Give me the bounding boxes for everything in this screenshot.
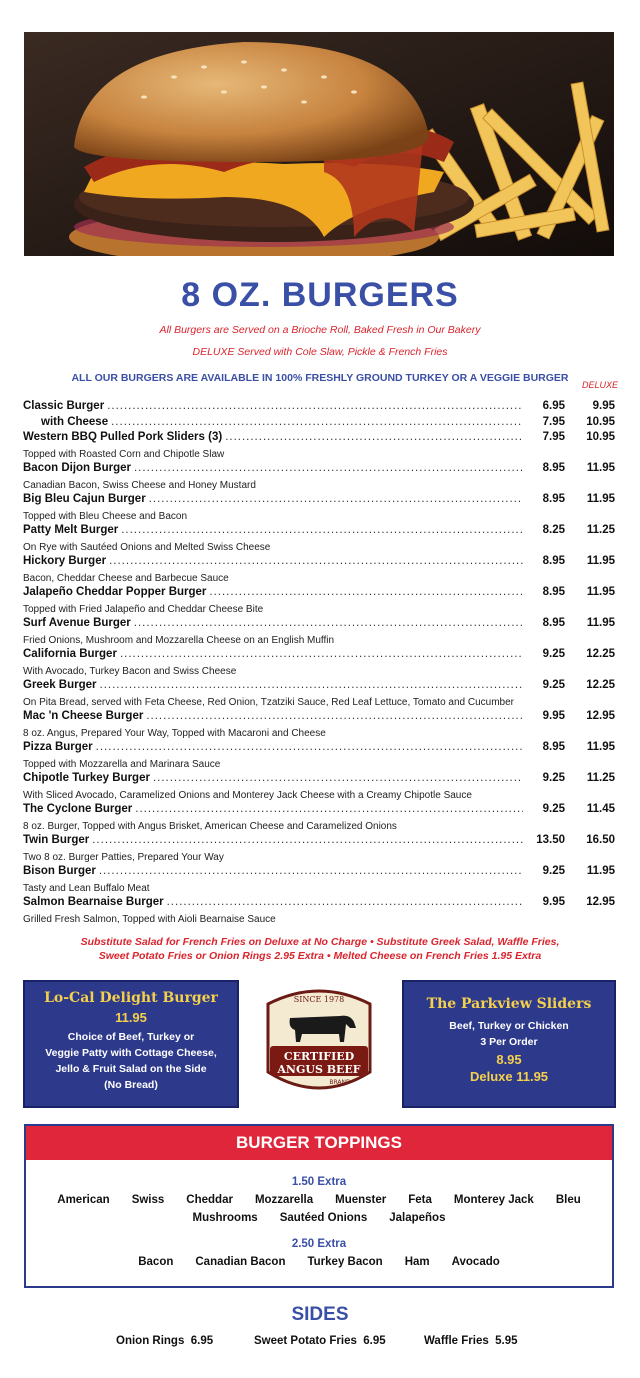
menu-item-deluxe-price: 11.25 — [586, 524, 615, 537]
lo-cal-price: 11.95 — [115, 1010, 147, 1025]
certified-angus-beef-logo — [262, 984, 376, 1100]
menu-item-description: Bacon, Cheddar Cheese and Barbecue Sauce — [23, 572, 229, 584]
burger-menu-list — [23, 400, 615, 927]
dot-leader — [120, 648, 523, 660]
topping-item: Mozzarella — [254, 1194, 314, 1206]
menu-item-row — [23, 617, 615, 633]
topping-item: American — [57, 1194, 110, 1206]
menu-item-name: Twin Burger — [23, 833, 90, 846]
menu-item-price: 8.95 — [542, 617, 565, 630]
menu-item-description: With Sliced Avocado, Caramelized Onions and Monterey Jack Cheese with a Creamy Chipotle Sauce — [23, 789, 472, 801]
menu-item-row — [23, 710, 615, 726]
dot-leader — [100, 679, 523, 691]
sliders-line: 3 Per Order — [480, 1036, 538, 1048]
menu-item-row — [23, 772, 615, 788]
menu-item-name: Western BBQ Pulled Pork Sliders (3) — [23, 431, 223, 444]
menu-item-row — [23, 679, 615, 695]
deluxe-column-header: DELUXE — [581, 380, 618, 390]
menu-item-description: Topped with Roasted Corn and Chipotle Slaw — [23, 448, 225, 460]
topping-item: Ham — [404, 1256, 430, 1268]
menu-item-row — [23, 834, 615, 850]
topping-item: Bacon — [138, 1256, 174, 1268]
menu-item-name: Jalapeño Cheddar Popper Burger — [23, 586, 207, 599]
menu-item-description: Fried Onions, Mushroom and Mozzarella Cheese on an English Muffin — [23, 634, 335, 646]
menu-item-name: California Burger — [23, 648, 117, 661]
menu-item-description: Topped with Fried Jalapeño and Cheddar Cheese Bite — [23, 603, 264, 615]
sides-title: SIDES — [291, 1304, 349, 1325]
logo-since: SINCE 1978 — [293, 995, 345, 1004]
menu-item-name: with Cheese — [41, 415, 109, 428]
menu-item-price: 7.95 — [542, 431, 565, 444]
menu-item-price: 7.95 — [542, 415, 565, 428]
menu-item-row — [23, 493, 615, 509]
logo-line1: CERTIFIED — [283, 1050, 355, 1063]
sliders-box — [402, 980, 616, 1108]
dot-leader — [107, 400, 523, 412]
menu-item-deluxe-price: 12.25 — [586, 648, 615, 661]
lo-cal-line: Veggie Patty with Cottage Cheese, — [45, 1047, 217, 1059]
burger-photo — [24, 32, 614, 256]
dot-leader — [153, 772, 523, 784]
sliders-title: The Parkview Sliders — [426, 996, 592, 1012]
menu-item-deluxe-price: 16.50 — [586, 833, 615, 846]
menu-item-deluxe-price: 11.95 — [586, 864, 615, 877]
menu-item-price: 8.95 — [542, 555, 565, 568]
side-item: Waffle Fries 5.95 — [424, 1335, 518, 1347]
sliders-line: Beef, Turkey or Chicken — [449, 1020, 569, 1032]
topping-item: Jalapeños — [389, 1212, 446, 1224]
menu-item-row — [23, 416, 615, 432]
sliders-price: 8.95 — [496, 1052, 522, 1067]
dot-leader — [167, 896, 523, 908]
menu-item-price: 9.25 — [542, 679, 565, 692]
menu-item-deluxe-price: 11.95 — [586, 555, 615, 568]
menu-item-row — [23, 400, 615, 416]
dot-leader — [134, 617, 523, 629]
dot-leader — [146, 710, 523, 722]
menu-item-row — [23, 462, 615, 478]
menu-item-price: 9.25 — [542, 648, 565, 661]
menu-item-deluxe-price: 10.95 — [586, 431, 615, 444]
toppings-row-3 — [26, 1256, 612, 1268]
menu-item-price: 9.95 — [542, 710, 565, 723]
brioche-note: All Burgers are Served on a Brioche Roll, Baked Fresh in Our Bakery — [159, 324, 481, 336]
menu-item-description: Tasty and Lean Buffalo Meat — [23, 882, 150, 894]
menu-item-deluxe-price: 11.25 — [586, 772, 615, 785]
menu-item-deluxe-price: 10.95 — [586, 415, 615, 428]
menu-item-description: On Rye with Sautéed Onions and Melted Swiss Cheese — [23, 541, 271, 553]
topping-item: Swiss — [131, 1194, 165, 1206]
substitution-note: Substitute Salad for French Fries on Deluxe at No Charge • Substitute Greek Salad, Waffle Fries, — [80, 936, 560, 948]
menu-item-price: 8.95 — [542, 462, 565, 475]
menu-item-deluxe-price: 11.95 — [586, 462, 615, 475]
menu-item-description: Canadian Bacon, Swiss Cheese and Honey Mustard — [23, 479, 256, 491]
side-item: Onion Rings 6.95 — [116, 1335, 214, 1347]
menu-item-row — [23, 896, 615, 912]
menu-item-name: Greek Burger — [23, 679, 97, 692]
dot-leader — [109, 555, 523, 567]
dot-leader — [149, 493, 523, 505]
menu-item-name: Bacon Dijon Burger — [23, 462, 131, 475]
page-title: 8 OZ. BURGERS — [181, 276, 459, 314]
menu-item-deluxe-price: 11.95 — [586, 493, 615, 506]
topping-item: Sautéed Onions — [279, 1212, 368, 1224]
menu-item-name: Classic Burger — [23, 400, 105, 412]
dot-leader — [209, 586, 523, 598]
menu-item-price: 8.95 — [542, 493, 565, 506]
dot-leader — [111, 416, 523, 428]
menu-item-deluxe-price: 11.45 — [586, 803, 615, 815]
menu-item-description: On Pita Bread, served with Feta Cheese, Red Onion, Tzatziki Sauce, Red Leaf Lettuce, Tomato and Cucumber — [23, 696, 515, 708]
dot-leader — [92, 834, 523, 846]
menu-item-price: 9.25 — [542, 772, 565, 785]
menu-item-name: Bison Burger — [23, 864, 96, 877]
menu-item-price: 9.95 — [542, 895, 565, 908]
menu-item-description: Two 8 oz. Burger Patties, Prepared Your Way — [23, 851, 224, 863]
menu-item-price: 9.25 — [542, 864, 565, 877]
menu-item-name: Salmon Bearnaise Burger — [23, 895, 164, 908]
topping-item: Mushrooms — [192, 1212, 258, 1224]
menu-item-row — [23, 555, 615, 571]
topping-item: Turkey Bacon — [307, 1256, 383, 1268]
menu-item-row — [23, 648, 615, 664]
menu-item-row — [23, 586, 615, 602]
lo-cal-line: Jello & Fruit Salad on the Side — [55, 1063, 207, 1075]
menu-item-name: Surf Avenue Burger — [23, 617, 131, 630]
lo-cal-title: Lo-Cal Delight Burger — [44, 990, 218, 1006]
menu-item-deluxe-price: 11.95 — [586, 586, 615, 599]
menu-item-description: Grilled Fresh Salmon, Topped with Aioli Bearnaise Sauce — [23, 913, 276, 925]
menu-item-deluxe-price: 11.95 — [586, 741, 615, 754]
menu-item-price: 9.25 — [542, 803, 565, 815]
turkey-veggie-note: ALL OUR BURGERS ARE AVAILABLE IN 100% FRESHLY GROUND TURKEY OR A VEGGIE BURGER — [71, 372, 569, 384]
menu-item-row — [23, 865, 615, 881]
menu-item-description: With Avocado, Turkey Bacon and Swiss Cheese — [23, 665, 237, 677]
menu-item-price: 8.25 — [542, 524, 565, 537]
substitution-note-2: Sweet Potato Fries or Onion Rings 2.95 Extra • Melted Cheese on French Fries 1.95 Extra — [98, 950, 542, 962]
topping-item: Avocado — [451, 1256, 500, 1268]
menu-item-name: Chipotle Turkey Burger — [23, 772, 150, 785]
dot-leader — [134, 462, 523, 474]
menu-item-description: 8 oz. Angus, Prepared Your Way, Topped with Macaroni and Cheese — [23, 727, 326, 739]
topping-item: Bleu — [555, 1194, 581, 1206]
topping-item: Muenster — [335, 1194, 387, 1206]
menu-item-deluxe-price: 12.95 — [586, 895, 615, 908]
menu-item-deluxe-price: 12.25 — [586, 679, 615, 692]
side-item: Sweet Potato Fries 6.95 — [254, 1335, 386, 1347]
menu-item-description: Topped with Bleu Cheese and Bacon — [23, 510, 188, 522]
logo-line2: ANGUS BEEF — [277, 1063, 361, 1076]
burger-toppings-panel — [24, 1124, 614, 1288]
topping-item: Monterey Jack — [453, 1194, 534, 1206]
menu-item-row — [23, 741, 615, 757]
menu-item-name: The Cyclone Burger — [23, 803, 133, 815]
sliders-deluxe-price: Deluxe 11.95 — [469, 1069, 549, 1084]
topping-item: Canadian Bacon — [195, 1256, 286, 1268]
extra-250-label: 2.50 Extra — [291, 1238, 347, 1250]
menu-item-price: 13.50 — [536, 833, 565, 846]
menu-item-row — [23, 431, 615, 447]
toppings-row-1 — [26, 1194, 612, 1206]
menu-item-name: Patty Melt Burger — [23, 524, 119, 537]
menu-item-price: 8.95 — [542, 586, 565, 599]
menu-item-name: Mac 'n Cheese Burger — [23, 710, 144, 723]
menu-item-deluxe-price: 12.95 — [586, 710, 615, 723]
topping-item: Feta — [408, 1194, 432, 1206]
dot-leader — [135, 803, 523, 815]
menu-item-description: 8 oz. Burger, Topped with Angus Brisket, American Cheese and Caramelized Onions — [23, 820, 397, 832]
dot-leader — [96, 741, 523, 753]
menu-item-deluxe-price: 9.95 — [592, 400, 615, 412]
lo-cal-line: (No Bread) — [104, 1079, 158, 1091]
menu-item-name: Hickory Burger — [23, 555, 107, 568]
menu-item-description: Topped with Mozzarella and Marinara Sauce — [23, 758, 221, 770]
menu-item-row — [23, 803, 615, 819]
extra-150-label: 1.50 Extra — [291, 1176, 347, 1188]
dot-leader — [225, 431, 523, 443]
lo-cal-box — [23, 980, 239, 1108]
menu-item-price: 8.95 — [542, 741, 565, 754]
menu-item-name: Big Bleu Cajun Burger — [23, 493, 146, 506]
menu-item-row — [23, 524, 615, 540]
toppings-row-2 — [26, 1212, 612, 1224]
logo-brand: BRAND — [329, 1079, 351, 1086]
dot-leader — [99, 865, 523, 877]
deluxe-note: DELUXE Served with Cole Slaw, Pickle & French Fries — [192, 346, 448, 358]
topping-item: Cheddar — [186, 1194, 233, 1206]
dot-leader — [121, 524, 523, 536]
menu-item-deluxe-price: 11.95 — [586, 617, 615, 630]
toppings-title: BURGER TOPPINGS — [26, 1126, 612, 1160]
menu-item-name: Pizza Burger — [23, 741, 93, 754]
lo-cal-line: Choice of Beef, Turkey or — [67, 1031, 195, 1043]
menu-item-price: 6.95 — [542, 400, 565, 412]
